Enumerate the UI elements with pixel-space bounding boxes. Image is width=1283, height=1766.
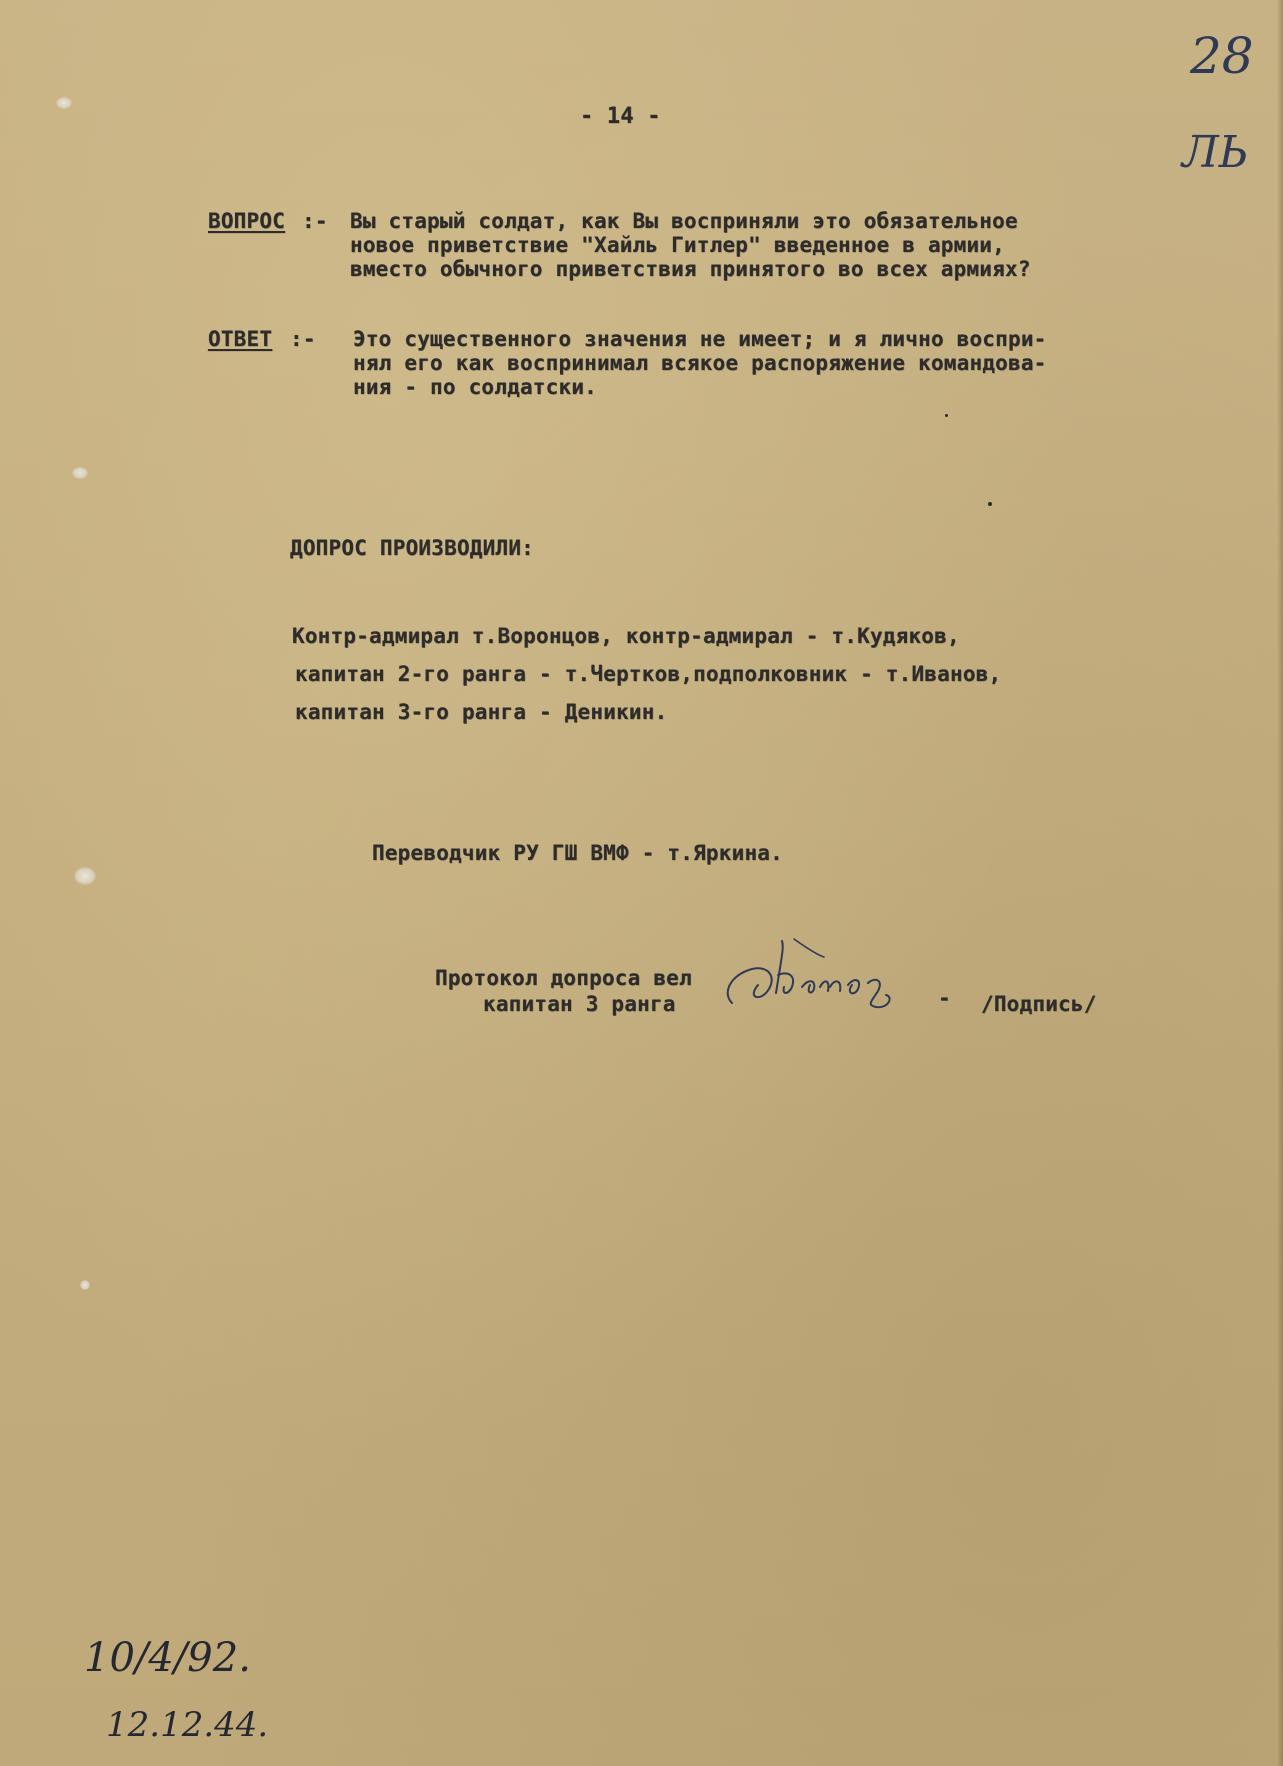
punch-hole-middle [74, 867, 96, 885]
interrogators-heading: ДОПРОС ПРОИЗВОДИЛИ: [290, 536, 535, 560]
handwritten-date-2: 12.12.44. [106, 1705, 269, 1745]
interrogators-line-3: капитан 3-го ранга - Деникин. [295, 700, 668, 724]
question-line-2: новое приветствие "Хайль Гитлер" введенное в армии, [350, 233, 1005, 257]
answer-line-1: Это существенного значения не имеет; и я лично воспри- [353, 327, 1047, 351]
translator-line: Переводчик РУ ГШ ВМФ - т.Яркина. [372, 841, 783, 865]
ink-speck [988, 502, 992, 506]
folio-number: 28 [1190, 27, 1254, 85]
handwritten-signature [718, 935, 928, 1030]
punch-hole-upper [72, 467, 88, 479]
archive-mark: ЛЬ [1182, 127, 1249, 178]
answer-line-3: ния - по солдатски. [353, 375, 598, 399]
question-label: ВОПРОС [208, 209, 286, 233]
question-line-3: вместо обычного приветствия принятого во всех армиях? [350, 257, 1031, 281]
protocol-line-1: Протокол допроса вел [435, 966, 692, 990]
answer-line-2: нял его как воспринимал всякое распоряжение командова- [353, 351, 1047, 375]
punch-hole-top [56, 97, 72, 109]
question-separator: :- [302, 209, 328, 233]
protocol-line-2: капитан 3 ранга [483, 992, 676, 1016]
handwritten-date-1: 10/4/92. [84, 1635, 251, 1681]
punch-hole-lower [80, 1280, 90, 1290]
signature-label: /Подпись/ [981, 992, 1097, 1016]
answer-separator: :- [290, 327, 316, 351]
interrogators-line-2: капитан 2-го ранга - т.Чертков,подполковник - т.Иванов, [295, 662, 1002, 686]
page-number: - 14 - [580, 104, 661, 129]
signature-dash: - [938, 986, 951, 1010]
ink-speck [945, 414, 948, 417]
interrogators-line-1: Контр-адмирал т.Воронцов, контр-адмирал - т.Кудяков, [292, 624, 960, 648]
question-line-1: Вы старый солдат, как Вы восприняли это обязательное [350, 209, 1018, 233]
answer-label: ОТВЕТ [208, 327, 273, 351]
